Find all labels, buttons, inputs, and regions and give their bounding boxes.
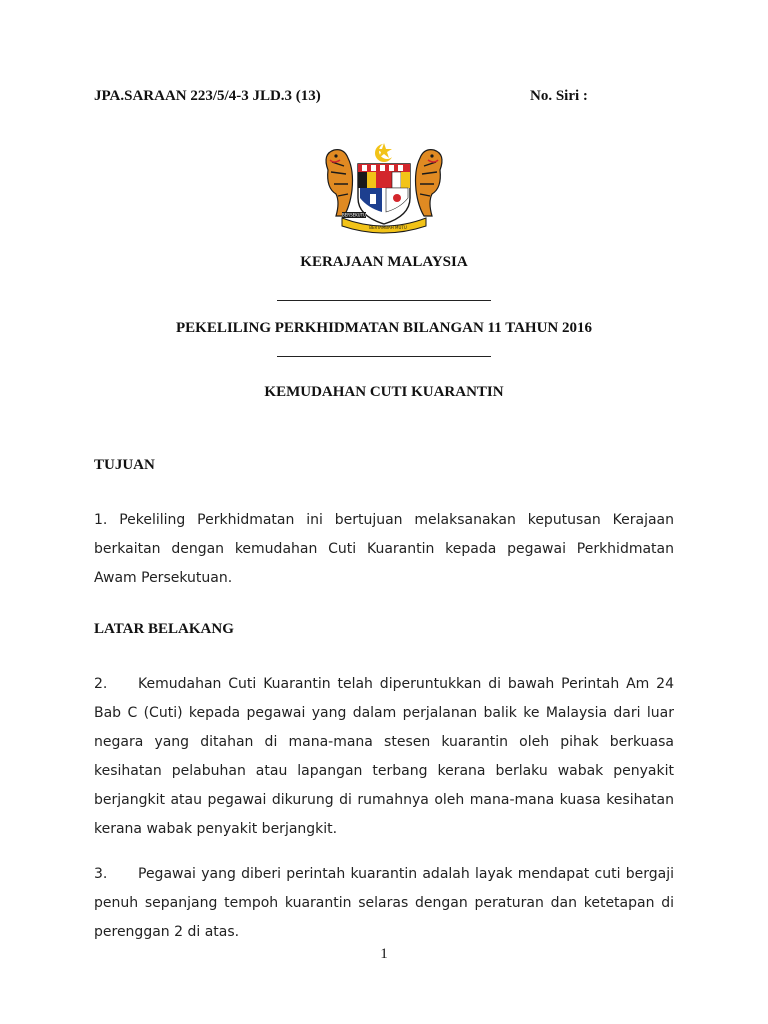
section-heading-tujuan: TUJUAN — [94, 457, 155, 473]
section-heading-latar-belakang: LATAR BELAKANG — [94, 621, 234, 637]
circular-title: PEKELILING PERKHIDMATAN BILANGAN 11 TAHUN 2016 — [175, 320, 592, 336]
paragraph-2-number: 2. — [94, 676, 108, 692]
motto-left: BERSEKUTU — [342, 212, 366, 218]
subject-title: KEMUDAHAN CUTI KUARANTIN — [264, 384, 504, 400]
paragraph-3-number: 3. — [94, 866, 108, 882]
coat-of-arms — [314, 140, 454, 236]
divider-top — [277, 300, 491, 301]
motto-right: BERTAMBAH MUTU — [369, 225, 407, 230]
malaysia-coat-of-arms-icon — [314, 140, 454, 236]
paragraph-3-text: Pegawai yang diberi perintah kuarantin adalah layak mendapat cuti bergaji penuh sepanjang tempoh kuarantin selaras dengan peraturan dan ketetapan di perenggan 2 di atas. — [94, 866, 674, 940]
page-number: 1 — [380, 946, 388, 962]
paragraph-2 — [94, 670, 674, 844]
paragraph-3 — [94, 860, 674, 947]
paragraph-2-text: Kemudahan Cuti Kuarantin telah diperuntukkan di bawah Perintah Am 24 Bab C (Cuti) kepada pegawai yang dalam perjalanan balik ke Malaysia dari luar negara yang ditahan di mana-mana stesen kuarantin oleh pihak berkuasa kesihatan pelabuhan atau lapangan terbang kerana berlaku wabak penyakit berjangkit atau pegawai dikurung di rumahnya oleh mana-mana kuasa kesihatan kerana wabak penyakit berjangkit. — [94, 676, 674, 837]
serial-number-label: No. Siri : — [530, 88, 588, 104]
reference-number: JPA.SARAAN 223/5/4-3 JLD.3 (13) — [94, 88, 321, 104]
divider-bottom — [277, 356, 491, 357]
paragraph-1: 1. Pekeliling Perkhidmatan ini bertujuan melaksanakan keputusan Kerajaan berkaitan dengan kemudahan Cuti Kuarantin kepada pegawai Perkhidmatan Awam Persekutuan. — [94, 512, 674, 586]
government-title: KERAJAAN MALAYSIA — [300, 254, 468, 270]
